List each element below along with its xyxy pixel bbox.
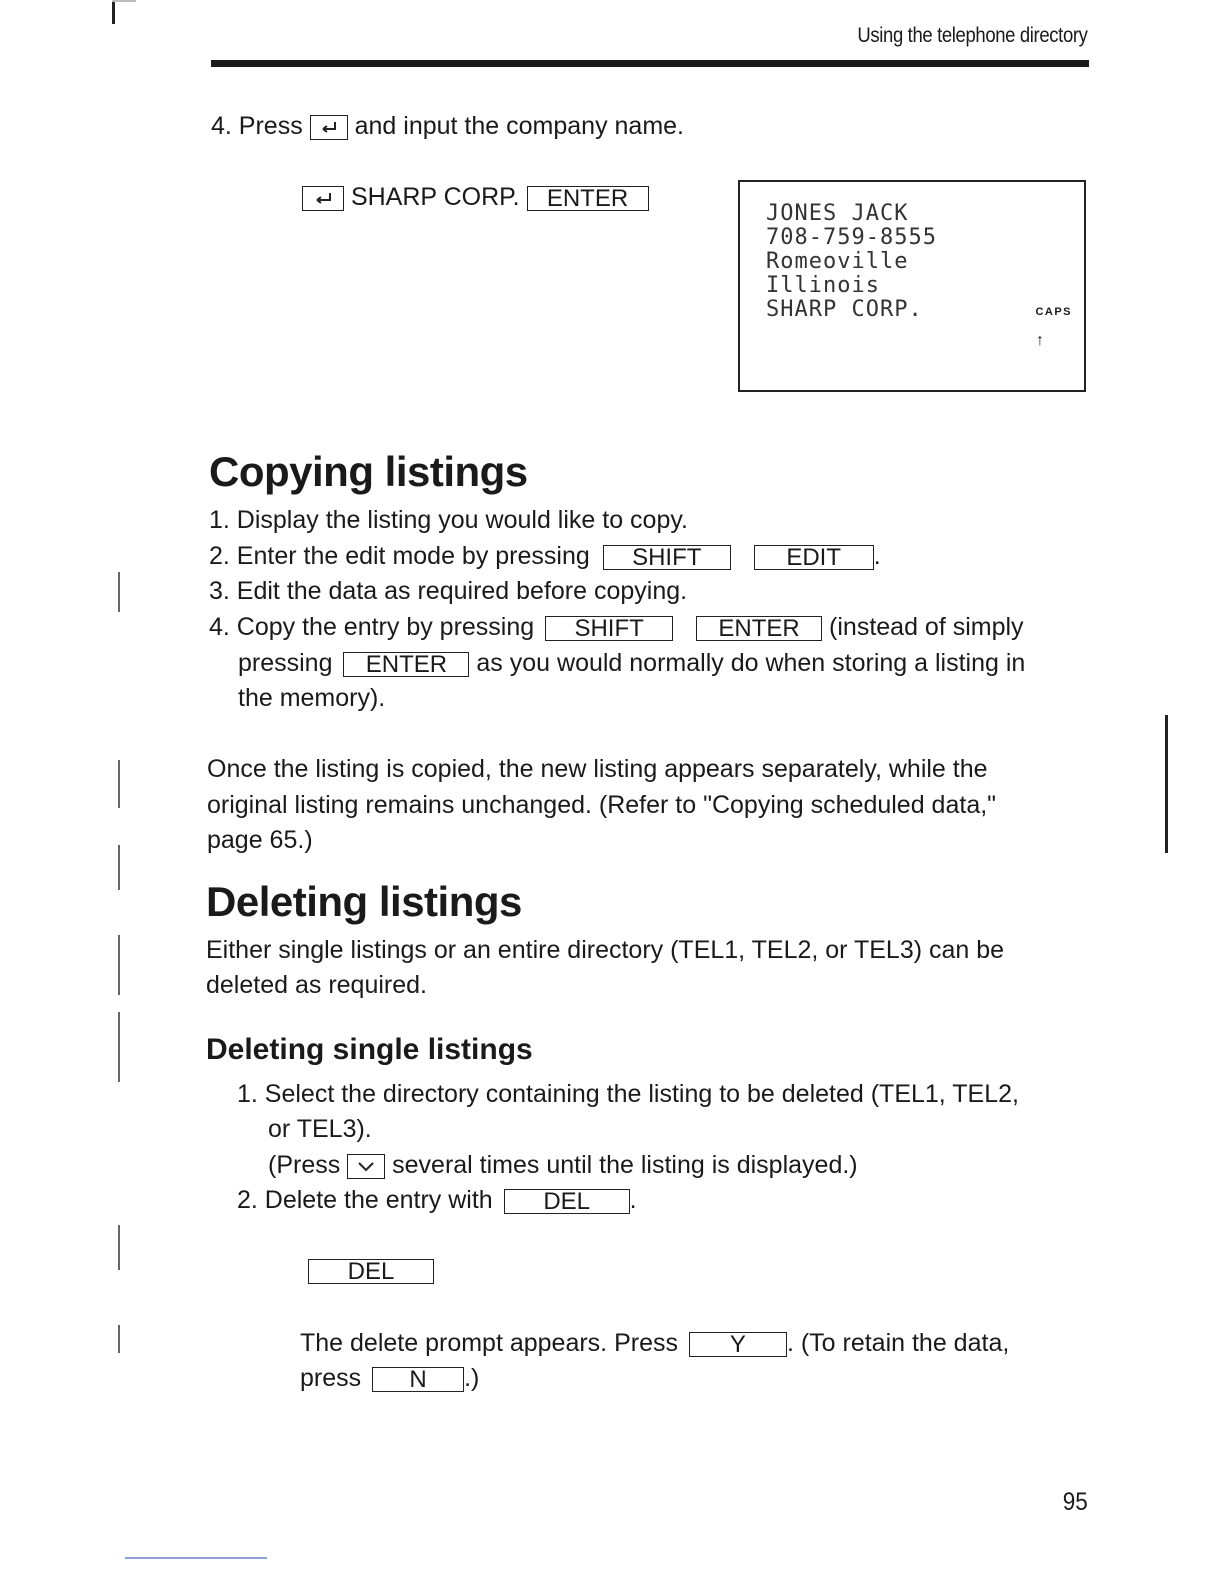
- n-key: N: [372, 1367, 464, 1392]
- del-key: DEL: [504, 1189, 630, 1214]
- edit-key: EDIT: [754, 545, 874, 570]
- lcd-line: JONES JACK: [766, 201, 909, 226]
- delete-step-2-prefix: 2. Delete the entry with: [237, 1186, 493, 1214]
- copy-step-4-line-2-suffix: as you would normally do when storing a listing in: [476, 649, 1026, 677]
- copy-step-4-line-2-prefix: pressing: [238, 649, 333, 677]
- lcd-line: SHARP CORP.: [766, 297, 923, 322]
- crop-mark-line: [112, 0, 136, 2]
- deleting-listings-heading: Deleting listings: [206, 878, 522, 925]
- copy-paragraph-line: page 65.): [207, 826, 313, 854]
- delete-prompt-line-2: [300, 1362, 479, 1394]
- running-header: Using the telephone directory: [857, 24, 1088, 47]
- copy-step-4-line-3: the memory).: [238, 684, 386, 712]
- deleting-single-listings-heading: Deleting single listings: [206, 1033, 533, 1066]
- copying-listings-heading: Copying listings: [209, 448, 528, 495]
- arrow-up-icon: ↑: [1036, 332, 1044, 349]
- footer-line: [125, 1557, 267, 1559]
- delete-step-1-line: 1. Select the directory containing the listing to be deleted (TEL1, TEL2,: [237, 1080, 1019, 1108]
- delete-intro-line: deleted as required.: [206, 971, 427, 999]
- change-bar: [118, 935, 120, 995]
- enter-key: ENTER: [696, 616, 822, 641]
- lcd-line: 708-759-8555: [766, 225, 937, 250]
- copy-step-3: 3. Edit the data as required before copying.: [209, 577, 688, 605]
- copy-paragraph-line: original listing remains unchanged. (Refer to "Copying scheduled data,": [207, 791, 997, 819]
- page-number: 95: [1062, 1488, 1088, 1516]
- step-4-line: [211, 110, 684, 142]
- shift-key: SHIFT: [545, 616, 673, 641]
- change-bar: [118, 760, 120, 808]
- lcd-lines: [766, 202, 937, 322]
- copy-step-4-line-2: [238, 647, 1025, 679]
- down-arrow-key-icon: [347, 1154, 385, 1179]
- change-bar: [118, 1225, 120, 1270]
- shift-key: SHIFT: [603, 545, 731, 570]
- caps-indicator: CAPS: [1035, 306, 1072, 318]
- change-bar: [1165, 715, 1168, 853]
- delete-prompt-line-2-suffix: .): [464, 1364, 480, 1392]
- copy-step-1: 1. Display the listing you would like to copy.: [209, 506, 688, 534]
- example-text: SHARP CORP.: [350, 183, 520, 211]
- return-key-icon: [302, 186, 344, 211]
- delete-step-1-press: [268, 1149, 858, 1181]
- change-bar: [118, 572, 120, 612]
- y-key: Y: [689, 1332, 787, 1357]
- example-keystrokes: [302, 181, 649, 213]
- lcd-line: Romeoville: [766, 249, 909, 274]
- delete-prompt-prefix: The delete prompt appears. Press: [300, 1329, 678, 1357]
- copy-paragraph-line: Once the listing is copied, the new listing appears separately, while the: [207, 755, 988, 783]
- lcd-line: Illinois: [766, 273, 880, 298]
- copy-step-2-prefix: 2. Enter the edit mode by pressing: [209, 542, 590, 570]
- delete-step-1-line: or TEL3).: [268, 1115, 372, 1143]
- delete-prompt-line-2-prefix: press: [300, 1364, 362, 1392]
- delete-intro-line: Either single listings or an entire directory (TEL1, TEL2, or TEL3) can be: [206, 936, 1005, 964]
- delete-step-2: 2. Delete the entry with DEL .: [237, 1186, 637, 1215]
- change-bar: [118, 1325, 120, 1353]
- copy-step-4-prefix: 4. Copy the entry by pressing: [209, 613, 535, 641]
- copy-step-4: [209, 611, 1024, 643]
- del-key-example: [308, 1254, 434, 1286]
- change-bar: [118, 1012, 120, 1082]
- crop-mark: [112, 0, 115, 24]
- step-4-suffix: and input the company name.: [354, 112, 684, 140]
- step-4-prefix: 4. Press: [211, 112, 303, 140]
- delete-step-1-press-prefix: (Press: [268, 1151, 341, 1179]
- enter-key: ENTER: [527, 186, 649, 211]
- copy-step-2: 2. Enter the edit mode by pressing SHIFT EDIT .: [209, 542, 881, 571]
- header-rule: [211, 60, 1089, 67]
- lcd-display: [738, 180, 1086, 392]
- delete-step-1-press-suffix: several times until the listing is displayed.): [392, 1151, 858, 1179]
- change-bar: [118, 845, 120, 890]
- delete-prompt-suffix: . (To retain the data,: [786, 1329, 1010, 1357]
- delete-prompt-line: [300, 1327, 1009, 1359]
- copy-step-4-mid: (instead of simply: [829, 613, 1024, 641]
- return-key-icon: [310, 115, 348, 140]
- del-key: DEL: [308, 1259, 434, 1284]
- enter-key: ENTER: [343, 652, 469, 677]
